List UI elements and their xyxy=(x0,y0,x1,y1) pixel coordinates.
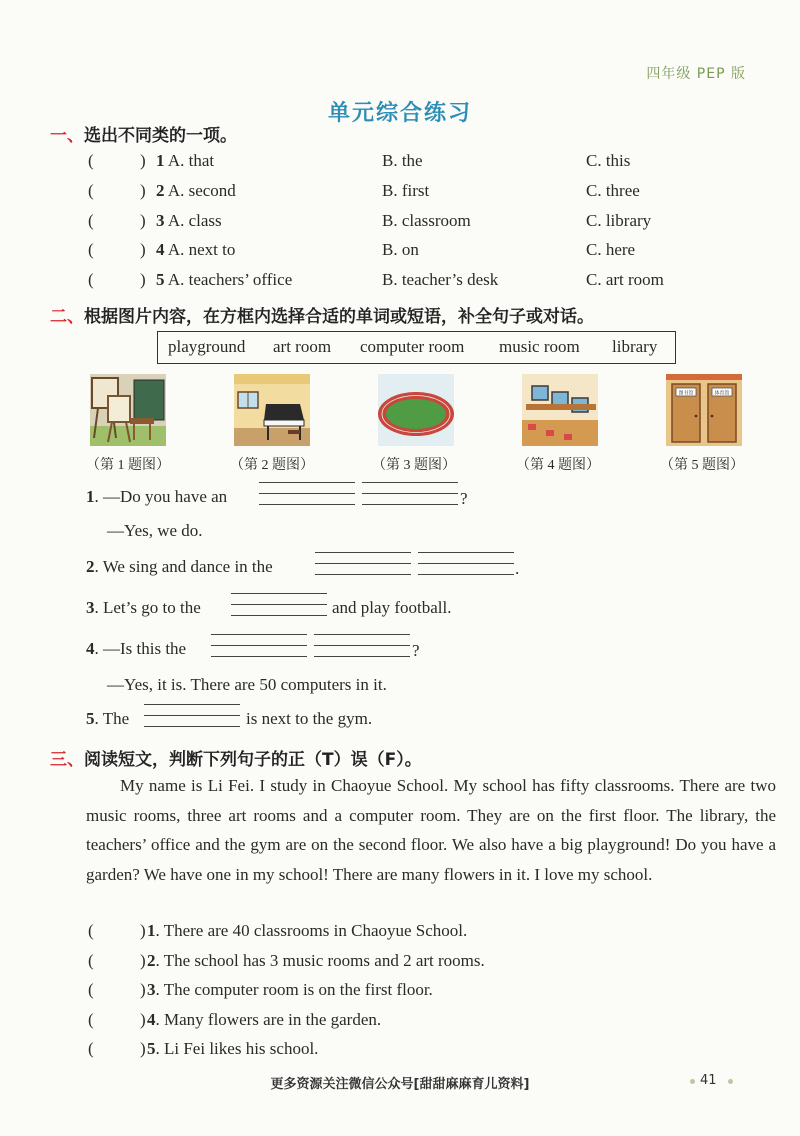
page-number: 41 xyxy=(700,1073,717,1088)
option-c: C. this xyxy=(586,151,631,170)
option-b: B. classroom xyxy=(382,211,471,230)
answer-paren-close: ) xyxy=(140,270,146,289)
answer-blank[interactable] xyxy=(314,634,410,656)
word-bank-item: music room xyxy=(499,337,580,356)
answer-blank[interactable] xyxy=(315,552,411,574)
statement-text: . Many flowers are in the garden. xyxy=(155,1010,382,1029)
question-number: 1 xyxy=(86,487,95,506)
section-2-heading xyxy=(50,302,594,327)
answer-paren-close: ) xyxy=(140,951,146,970)
answer-paren-open[interactable]: ( xyxy=(88,211,94,230)
question-end-text: is next to the gym. xyxy=(246,709,373,728)
answer-blank[interactable] xyxy=(418,552,514,574)
door-sign-library: 图书馆 xyxy=(678,390,694,397)
choice-row xyxy=(0,211,800,235)
section-number: 二、 xyxy=(50,307,84,327)
footer-note: 更多资源关注微信公众号[甜甜麻麻育儿资料] xyxy=(270,1077,530,1092)
judge-statement xyxy=(147,1010,381,1030)
word-bank-item: library xyxy=(612,337,658,356)
computer-room-illustration xyxy=(522,374,598,446)
judge-statement xyxy=(147,980,433,1000)
question-number: 2 xyxy=(147,951,156,970)
answer-blank[interactable] xyxy=(362,482,458,504)
statement-text: . There are 40 classrooms in Chaoyue School. xyxy=(155,921,468,940)
section-instruction: 根据图片内容，在方框内选择合适的单词或短语，补全句子或对话。 xyxy=(84,307,594,327)
judge-statement xyxy=(147,951,485,971)
word-bank-item: computer room xyxy=(360,337,465,356)
fill-question-2 xyxy=(86,557,273,577)
option-a xyxy=(156,211,222,231)
option-b: B. the xyxy=(382,151,423,170)
question-end-punct: ? xyxy=(460,489,468,508)
picture-caption: （第 3 题图） xyxy=(372,458,456,473)
section-instruction: 选出不同类的一项。 xyxy=(84,126,237,146)
section-number: 三、 xyxy=(50,750,84,770)
choice-row xyxy=(0,181,800,205)
question-text: . We sing and dance in the xyxy=(94,557,273,576)
option-a-label: A. second xyxy=(167,181,236,200)
library-and-gym-doors-illustration xyxy=(666,374,742,446)
judge-row xyxy=(0,951,800,975)
statement-text: . Li Fei likes his school. xyxy=(155,1039,319,1058)
option-a-label: A. next to xyxy=(167,240,236,259)
playground-illustration xyxy=(378,374,454,446)
option-c: C. art room xyxy=(586,270,664,289)
question-number: 4 xyxy=(156,240,165,259)
choice-row xyxy=(0,151,800,175)
page-title: 单元综合练习 xyxy=(327,101,472,126)
question-number: 3 xyxy=(86,598,95,617)
answer-paren-close: ) xyxy=(140,1010,146,1029)
word-bank-item: playground xyxy=(168,337,246,356)
answer-paren-open[interactable]: ( xyxy=(88,270,94,289)
page-number-dot-icon xyxy=(728,1079,733,1084)
question-number: 3 xyxy=(156,211,165,230)
answer-paren-close: ) xyxy=(140,240,146,259)
art-room-illustration xyxy=(90,374,166,446)
question-number: 5 xyxy=(156,270,165,289)
answer-paren-open[interactable]: ( xyxy=(88,1010,94,1029)
picture-caption: （第 4 题图） xyxy=(516,458,600,473)
answer-blank[interactable] xyxy=(144,704,240,726)
statement-text: . The school has 3 music rooms and 2 art rooms. xyxy=(155,951,485,970)
answer-reply: —Yes, it is. There are 50 computers in it. xyxy=(107,675,387,694)
answer-paren-close: ) xyxy=(140,980,146,999)
reading-passage xyxy=(86,771,776,889)
answer-blank[interactable] xyxy=(231,593,327,615)
answer-blank[interactable] xyxy=(211,634,307,656)
judge-row xyxy=(0,921,800,945)
question-number: 3 xyxy=(147,980,156,999)
music-room-illustration xyxy=(234,374,310,446)
section-3-heading xyxy=(50,745,422,770)
picture-caption: （第 5 题图） xyxy=(660,458,744,473)
answer-paren-close: ) xyxy=(140,211,146,230)
answer-paren-close: ) xyxy=(140,151,146,170)
answer-paren-open[interactable]: ( xyxy=(88,151,94,170)
fill-question-5 xyxy=(86,709,129,729)
answer-reply: —Yes, we do. xyxy=(107,521,203,540)
question-end-punct: ? xyxy=(412,641,420,660)
option-c: C. library xyxy=(586,211,652,230)
answer-paren-open[interactable]: ( xyxy=(88,181,94,200)
option-a-label: A. class xyxy=(167,211,222,230)
option-a xyxy=(156,151,214,171)
option-a-label: A. teachers’ office xyxy=(167,270,293,289)
option-c: C. three xyxy=(586,181,640,200)
fill-question-4 xyxy=(86,639,186,659)
question-number: 1 xyxy=(147,921,156,940)
answer-paren-open[interactable]: ( xyxy=(88,980,94,999)
section-instruction: 阅读短文，判断下列句子的正（T）误（F）。 xyxy=(84,750,422,770)
passage-text: My name is Li Fei. I study in Chaoyue School. My school has fifty classrooms. There are two music rooms, three art rooms and a computer room. They are on the first floor. The library, the teachers’ office and the gym are on the second floor. We also have a big playground! Do you have a garden? We have one in my school! There are many flowers in it. I love my school. xyxy=(86,776,776,884)
picture-caption: （第 2 题图） xyxy=(230,458,314,473)
page-number-dot-icon xyxy=(690,1079,695,1084)
choice-row xyxy=(0,240,800,264)
question-number: 4 xyxy=(86,639,95,658)
question-text: . —Do you have an xyxy=(94,487,228,506)
question-text: . —Is this the xyxy=(94,639,187,658)
fill-question-3 xyxy=(86,598,201,618)
question-text: . Let’s go to the xyxy=(94,598,201,617)
option-b: B. teacher’s desk xyxy=(382,270,499,289)
answer-paren-open[interactable]: ( xyxy=(88,921,94,940)
statement-text: . The computer room is on the first floor. xyxy=(155,980,433,999)
option-a xyxy=(156,270,292,290)
question-number: 5 xyxy=(147,1039,156,1058)
option-b: B. first xyxy=(382,181,430,200)
choice-row xyxy=(0,270,800,294)
picture-caption: （第 1 题图） xyxy=(86,458,170,473)
section-number: 一、 xyxy=(50,126,84,146)
question-number: 4 xyxy=(147,1010,156,1029)
option-a xyxy=(156,181,236,201)
question-end-text: and play football. xyxy=(332,598,452,617)
option-a xyxy=(156,240,235,260)
grade-edition-tag: 四年级 PEP 版 xyxy=(646,66,746,82)
fill-question-1 xyxy=(86,487,227,507)
door-sign-gym: 体育馆 xyxy=(714,390,730,397)
answer-blank[interactable] xyxy=(259,482,355,504)
word-bank-item: art room xyxy=(273,337,332,356)
option-b: B. on xyxy=(382,240,419,259)
question-number: 2 xyxy=(156,181,165,200)
judge-row xyxy=(0,1010,800,1034)
question-end-punct: . xyxy=(515,559,520,578)
section-1-heading xyxy=(50,121,237,146)
answer-paren-close: ) xyxy=(140,921,146,940)
question-text: . The xyxy=(94,709,130,728)
answer-paren-open[interactable]: ( xyxy=(88,1039,94,1058)
answer-paren-open[interactable]: ( xyxy=(88,951,94,970)
word-bank-box xyxy=(157,331,676,364)
option-a-label: A. that xyxy=(167,151,215,170)
question-number: 5 xyxy=(86,709,95,728)
answer-paren-close: ) xyxy=(140,1039,146,1058)
answer-paren-open[interactable]: ( xyxy=(88,240,94,259)
judge-row xyxy=(0,980,800,1004)
question-number: 1 xyxy=(156,151,165,170)
judge-statement xyxy=(147,921,467,941)
judge-statement xyxy=(147,1039,318,1059)
question-number: 2 xyxy=(86,557,95,576)
answer-paren-close: ) xyxy=(140,181,146,200)
option-c: C. here xyxy=(586,240,636,259)
judge-row xyxy=(0,1039,800,1063)
